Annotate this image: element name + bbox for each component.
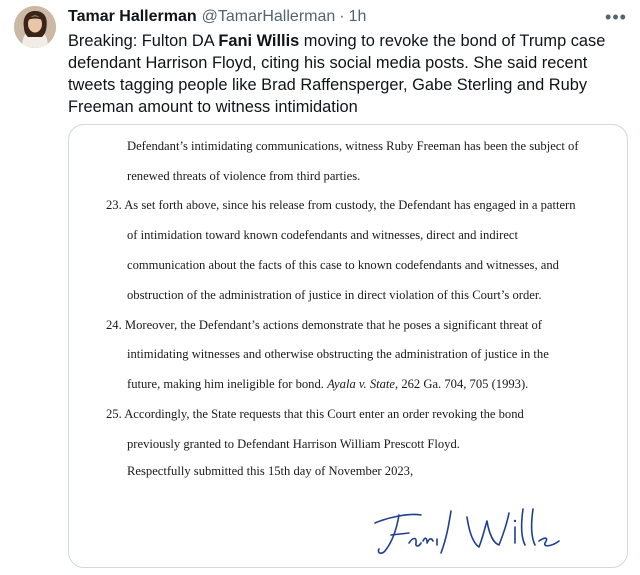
avatar[interactable] bbox=[14, 6, 56, 48]
tweet-text bbox=[68, 30, 628, 118]
doc-line: intimidating witnesses and otherwise obstructing the administration of justice in the bbox=[127, 347, 549, 361]
author-handle[interactable]: @TamarHallerman bbox=[201, 8, 336, 25]
doc-line: of intimidation toward known codefendants and witnesses, direct and indirect bbox=[127, 228, 519, 242]
separator: · bbox=[339, 8, 345, 25]
signature bbox=[369, 503, 569, 563]
author-name[interactable]: Tamar Hallerman bbox=[68, 8, 197, 25]
doc-line: 24. Moreover, the Defendant’s actions demonstrate that he poses a significant threat of bbox=[106, 318, 542, 332]
doc-line: Defendant’s intimidating communications, witness Ruby Freeman has been the subject of bbox=[127, 139, 579, 153]
more-options-icon[interactable]: ••• bbox=[605, 6, 627, 27]
court-document bbox=[69, 125, 627, 567]
tweet-text-pre: Breaking: Fulton DA bbox=[68, 32, 219, 50]
tweet-text-bold: Fani Willis bbox=[218, 32, 300, 50]
timestamp[interactable]: 1h bbox=[348, 8, 367, 25]
tweet-header bbox=[68, 6, 630, 28]
doc-line: communication about the facts of this case to known codefendants and witnesses, and bbox=[127, 258, 559, 272]
tweet-text-post: moving to revoke the bond of Trump case defendant Harrison Floyd, citing his social media posts. She said recent tweets tagging people like Brad Raffensperger, Gabe Sterling and Ruby Freeman amount to witness intimidation bbox=[68, 32, 606, 116]
doc-text: , 262 Ga. 704, 705 (1993). bbox=[395, 377, 529, 391]
doc-line: previously granted to Defendant Harrison William Prescott Floyd. bbox=[127, 437, 460, 451]
doc-closing: Respectfully submitted this 15th day of November 2023, bbox=[127, 464, 414, 478]
doc-line bbox=[127, 377, 528, 392]
doc-line: obstruction of the administration of justice in direct violation of this Court’s order. bbox=[127, 288, 542, 302]
doc-line: 25. Accordingly, the State requests that this Court enter an order revoking the bond bbox=[106, 407, 524, 421]
document-image[interactable] bbox=[68, 124, 628, 568]
doc-line: 23. As set forth above, since his release from custody, the Defendant has engaged in a pattern bbox=[106, 198, 576, 212]
doc-text: future, making him ineligible for bond. bbox=[127, 377, 328, 391]
doc-line: renewed threats of violence from third parties. bbox=[127, 169, 361, 183]
case-citation: Ayala v. State bbox=[327, 377, 396, 391]
